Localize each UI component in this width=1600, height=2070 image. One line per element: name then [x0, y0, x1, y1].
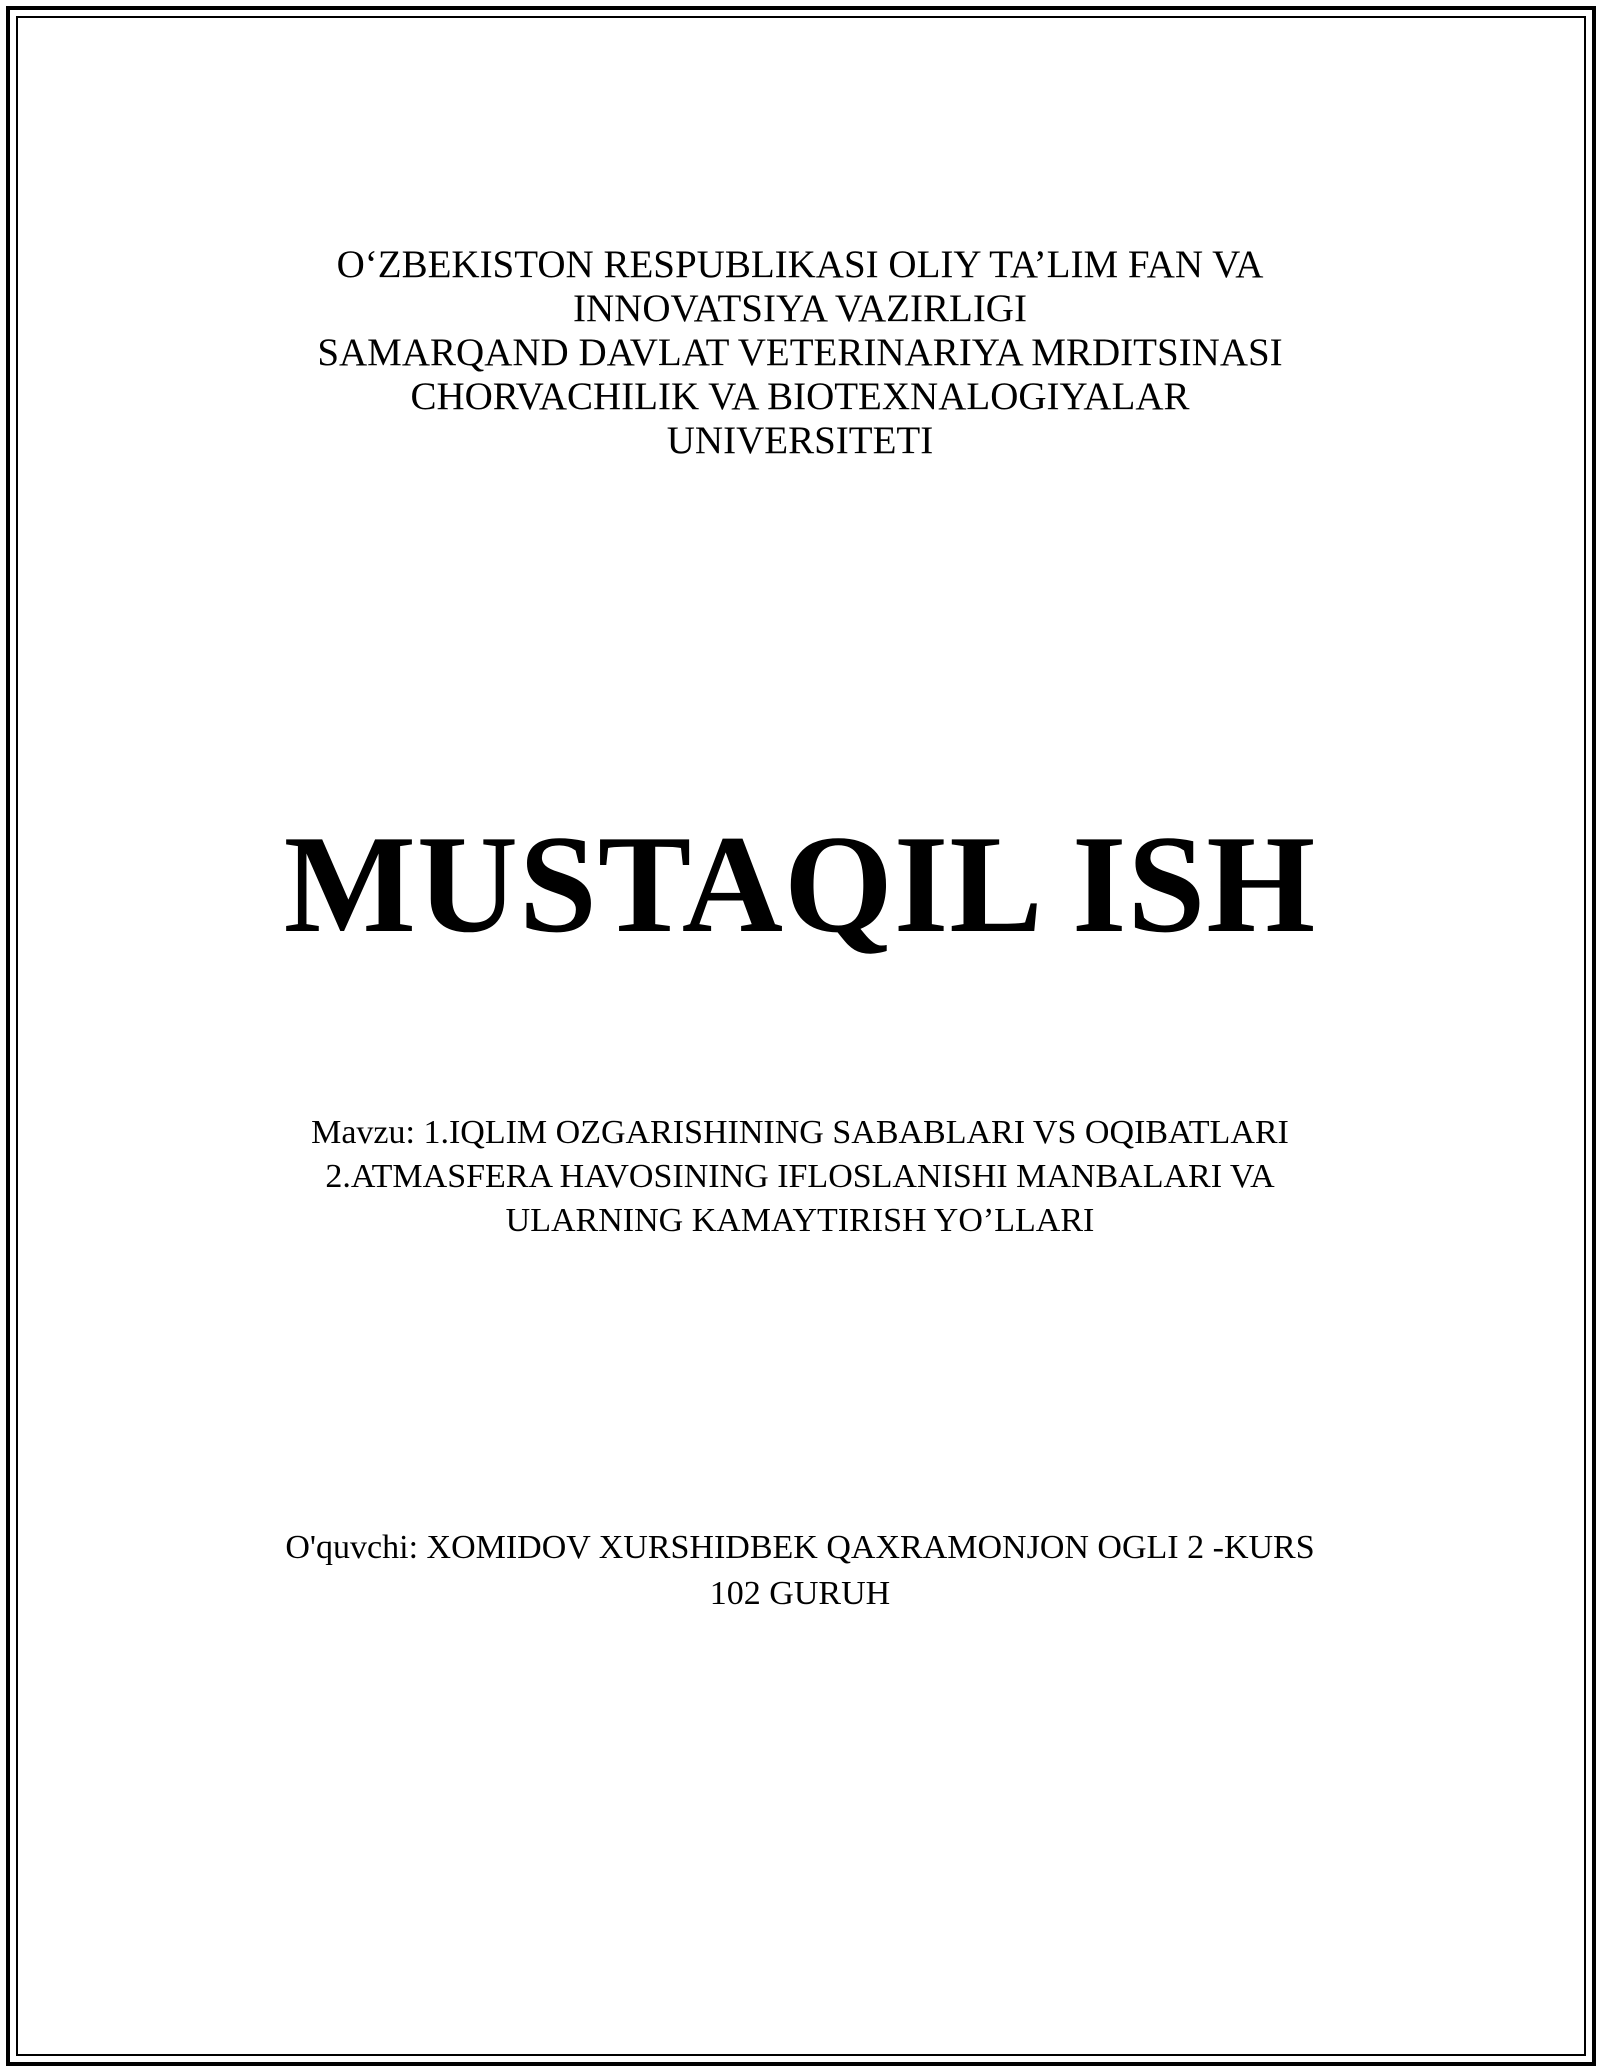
header-line-university: SAMARQAND DAVLAT VETERINARIYA MRDITSINASI [317, 331, 1283, 374]
document-title: MUSTAQIL ISH [283, 807, 1317, 962]
header-line-university-end: UNIVERSITETI [666, 419, 934, 462]
institution-header [0, 243, 1600, 463]
student-line-group: 102 GURUH [709, 1575, 891, 1612]
student-section [0, 1525, 1600, 1617]
topic-line-3: ULARNING KAMAYTIRISH YO’LLARI [505, 1202, 1095, 1239]
student-line-name: O'quvchi: XOMIDOV XURSHIDBEK QAXRAMONJON OGLI 2 -KURS [285, 1529, 1315, 1566]
header-line-ministry-cont: INNOVATSIYA VAZIRLIGI [573, 287, 1027, 330]
topic-line-2: 2.ATMASFERA HAVOSINING IFLOSLANISHI MANBALARI VA [325, 1158, 1275, 1195]
header-line-ministry: O‘ZBEKISTON RESPUBLIKASI OLIY TA’LIM FAN VA [336, 243, 1264, 286]
topic-line-1: Mavzu: 1.IQLIM OZGARISHINING SABABLARI VS OQIBATLARI [311, 1114, 1289, 1151]
header-line-university-cont: CHORVACHILIK VA BIOTEXNALOGIYALAR [410, 375, 1190, 418]
topic-section [0, 1111, 1600, 1243]
